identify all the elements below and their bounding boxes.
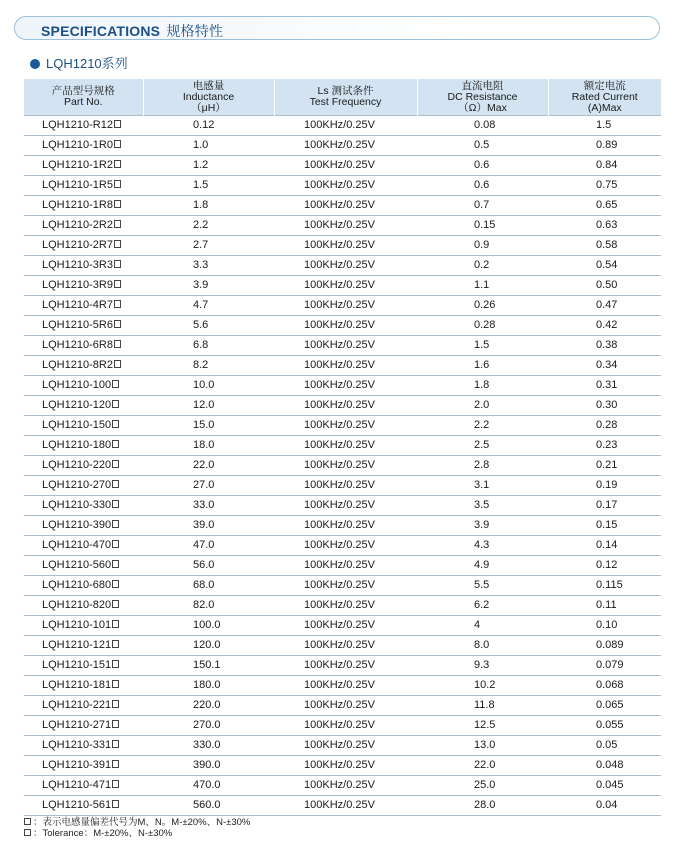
tolerance-box-icon [112, 740, 119, 748]
tolerance-box-icon [112, 720, 119, 728]
dc-resistance-cell: 10.2 [417, 676, 548, 696]
tolerance-box-icon [112, 680, 119, 688]
dc-resistance-cell: 0.08 [417, 116, 548, 136]
test-frequency-cell: 100KHz/0.25V [274, 276, 417, 296]
table-row [24, 636, 661, 656]
dc-resistance-cell: 6.2 [417, 596, 548, 616]
tolerance-box-icon [112, 380, 119, 388]
section-title [41, 21, 223, 41]
rated-current-cell: 0.65 [548, 196, 661, 216]
inductance-cell: 47.0 [143, 536, 274, 556]
rated-current-cell: 0.54 [548, 256, 661, 276]
dc-resistance-cell: 12.5 [417, 716, 548, 736]
rated-current-cell: 0.63 [548, 216, 661, 236]
table-row [24, 236, 661, 256]
dc-resistance-cell: 2.5 [417, 436, 548, 456]
bullet-dot-icon [30, 59, 40, 69]
table-row [24, 536, 661, 556]
part-no-cell: LQH1210-471 [24, 776, 143, 796]
part-no-cell: LQH1210-820 [24, 596, 143, 616]
table-row [24, 656, 661, 676]
part-no-cell: LQH1210-R12 [24, 116, 143, 136]
inductance-cell: 5.6 [143, 316, 274, 336]
inductance-cell: 390.0 [143, 756, 274, 776]
tolerance-box-icon [114, 140, 121, 148]
inductance-cell: 22.0 [143, 456, 274, 476]
rated-current-cell: 0.065 [548, 696, 661, 716]
dc-resistance-cell: 13.0 [417, 736, 548, 756]
rated-current-cell: 0.05 [548, 736, 661, 756]
dc-resistance-cell: 25.0 [417, 776, 548, 796]
table-row [24, 336, 661, 356]
note-en: ：Tolerance：M-±20%、N-±30% [24, 828, 250, 839]
tolerance-box-icon [112, 420, 119, 428]
table-row [24, 736, 661, 756]
table-row [24, 456, 661, 476]
table-row [24, 156, 661, 176]
part-no-cell: LQH1210-180 [24, 436, 143, 456]
inductance-cell: 120.0 [143, 636, 274, 656]
tolerance-box-icon [112, 460, 119, 468]
inductance-cell: 82.0 [143, 596, 274, 616]
inductance-cell: 68.0 [143, 576, 274, 596]
table-row [24, 616, 661, 636]
table-row [24, 596, 661, 616]
section-title-cn: 规格特性 [166, 23, 224, 39]
test-frequency-cell: 100KHz/0.25V [274, 456, 417, 476]
part-no-cell: LQH1210-2R2 [24, 216, 143, 236]
rated-current-cell: 0.055 [548, 716, 661, 736]
tolerance-box-icon [112, 580, 119, 588]
rated-current-cell: 0.89 [548, 136, 661, 156]
test-frequency-cell: 100KHz/0.25V [274, 616, 417, 636]
inductance-cell: 8.2 [143, 356, 274, 376]
rated-current-cell: 0.04 [548, 796, 661, 816]
inductance-cell: 12.0 [143, 396, 274, 416]
rated-current-cell: 0.079 [548, 656, 661, 676]
part-no-cell: LQH1210-680 [24, 576, 143, 596]
rated-current-cell: 0.048 [548, 756, 661, 776]
inductance-cell: 10.0 [143, 376, 274, 396]
part-no-cell: LQH1210-561 [24, 796, 143, 816]
rated-current-cell: 0.115 [548, 576, 661, 596]
rated-current-cell: 0.23 [548, 436, 661, 456]
rated-current-cell: 0.15 [548, 516, 661, 536]
dc-resistance-cell: 1.6 [417, 356, 548, 376]
part-no-cell: LQH1210-270 [24, 476, 143, 496]
part-no-cell: LQH1210-100 [24, 376, 143, 396]
part-no-cell: LQH1210-391 [24, 756, 143, 776]
dc-resistance-cell: 0.6 [417, 176, 548, 196]
rated-current-cell: 0.19 [548, 476, 661, 496]
inductance-cell: 1.5 [143, 176, 274, 196]
part-no-cell: LQH1210-3R3 [24, 256, 143, 276]
spec-table [24, 79, 661, 816]
rated-current-cell: 0.31 [548, 376, 661, 396]
dc-resistance-cell: 0.26 [417, 296, 548, 316]
table-row [24, 756, 661, 776]
tolerance-box-icon [112, 520, 119, 528]
inductance-cell: 1.2 [143, 156, 274, 176]
part-no-cell: LQH1210-331 [24, 736, 143, 756]
rated-current-cell: 0.47 [548, 296, 661, 316]
dc-resistance-cell: 9.3 [417, 656, 548, 676]
table-row [24, 216, 661, 236]
inductance-cell: 18.0 [143, 436, 274, 456]
table-row [24, 196, 661, 216]
table-row [24, 496, 661, 516]
table-row [24, 296, 661, 316]
spec-table-body [24, 116, 661, 816]
inductance-cell: 39.0 [143, 516, 274, 536]
table-row [24, 696, 661, 716]
dc-resistance-cell: 1.5 [417, 336, 548, 356]
tolerance-box-icon [112, 540, 119, 548]
tolerance-box-icon [114, 120, 121, 128]
dc-resistance-cell: 22.0 [417, 756, 548, 776]
tolerance-box-icon [114, 280, 121, 288]
tolerance-notes [24, 817, 250, 839]
table-row [24, 176, 661, 196]
section-title-en: SPECIFICATIONS [41, 23, 161, 39]
part-no-cell: LQH1210-1R8 [24, 196, 143, 216]
dc-resistance-cell: 11.8 [417, 696, 548, 716]
test-frequency-cell: 100KHz/0.25V [274, 756, 417, 776]
inductance-cell: 270.0 [143, 716, 274, 736]
part-no-cell: LQH1210-220 [24, 456, 143, 476]
inductance-cell: 2.7 [143, 236, 274, 256]
part-no-cell: LQH1210-330 [24, 496, 143, 516]
tolerance-box-icon [112, 640, 119, 648]
tolerance-box-icon [114, 300, 121, 308]
part-no-cell: LQH1210-2R7 [24, 236, 143, 256]
inductance-cell: 1.0 [143, 136, 274, 156]
rated-current-cell: 0.17 [548, 496, 661, 516]
tolerance-box-icon [112, 440, 119, 448]
inductance-cell: 100.0 [143, 616, 274, 636]
inductance-cell: 560.0 [143, 796, 274, 816]
dc-resistance-cell: 0.28 [417, 316, 548, 336]
header-part-no: 产品型号规格 Part No. [24, 79, 143, 116]
series-heading [30, 53, 128, 71]
tolerance-box-icon [112, 560, 119, 568]
dc-resistance-cell: 2.8 [417, 456, 548, 476]
dc-resistance-cell: 1.8 [417, 376, 548, 396]
inductance-cell: 3.3 [143, 256, 274, 276]
dc-resistance-cell: 0.5 [417, 136, 548, 156]
tolerance-box-icon [114, 260, 121, 268]
inductance-cell: 33.0 [143, 496, 274, 516]
part-no-cell: LQH1210-3R9 [24, 276, 143, 296]
dc-resistance-cell: 0.15 [417, 216, 548, 236]
table-row [24, 356, 661, 376]
table-row [24, 136, 661, 156]
test-frequency-cell: 100KHz/0.25V [274, 736, 417, 756]
table-row [24, 576, 661, 596]
table-row [24, 436, 661, 456]
inductance-cell: 27.0 [143, 476, 274, 496]
rated-current-cell: 0.75 [548, 176, 661, 196]
tolerance-box-icon [112, 700, 119, 708]
test-frequency-cell: 100KHz/0.25V [274, 176, 417, 196]
tolerance-box-icon [112, 400, 119, 408]
part-no-cell: LQH1210-271 [24, 716, 143, 736]
dc-resistance-cell: 3.1 [417, 476, 548, 496]
inductance-cell: 56.0 [143, 556, 274, 576]
rated-current-cell: 0.34 [548, 356, 661, 376]
table-row [24, 556, 661, 576]
inductance-cell: 470.0 [143, 776, 274, 796]
tolerance-box-icon [114, 360, 121, 368]
tolerance-box-icon [112, 480, 119, 488]
rated-current-cell: 0.11 [548, 596, 661, 616]
dc-resistance-cell: 5.5 [417, 576, 548, 596]
table-row [24, 476, 661, 496]
dc-resistance-cell: 1.1 [417, 276, 548, 296]
part-no-cell: LQH1210-151 [24, 656, 143, 676]
part-no-cell: LQH1210-120 [24, 396, 143, 416]
tolerance-box-icon [114, 200, 121, 208]
inductance-cell: 4.7 [143, 296, 274, 316]
table-row [24, 116, 661, 136]
rated-current-cell: 0.42 [548, 316, 661, 336]
table-row [24, 796, 661, 816]
table-row [24, 316, 661, 336]
test-frequency-cell: 100KHz/0.25V [274, 496, 417, 516]
tolerance-box-icon [112, 660, 119, 668]
inductance-cell: 330.0 [143, 736, 274, 756]
test-frequency-cell: 100KHz/0.25V [274, 556, 417, 576]
test-frequency-cell: 100KHz/0.25V [274, 256, 417, 276]
rated-current-cell: 1.5 [548, 116, 661, 136]
dc-resistance-cell: 2.2 [417, 416, 548, 436]
dc-resistance-cell: 3.9 [417, 516, 548, 536]
test-frequency-cell: 100KHz/0.25V [274, 216, 417, 236]
test-frequency-cell: 100KHz/0.25V [274, 516, 417, 536]
tolerance-box-icon [114, 220, 121, 228]
test-frequency-cell: 100KHz/0.25V [274, 776, 417, 796]
header-dc-resistance: 直流电阻 DC Resistance （Ω）Max [417, 79, 548, 116]
test-frequency-cell: 100KHz/0.25V [274, 476, 417, 496]
header-rated-current: 额定电流 Rated Current (A)Max [548, 79, 661, 116]
inductance-cell: 180.0 [143, 676, 274, 696]
rated-current-cell: 0.58 [548, 236, 661, 256]
rated-current-cell: 0.045 [548, 776, 661, 796]
test-frequency-cell: 100KHz/0.25V [274, 536, 417, 556]
table-row [24, 716, 661, 736]
rated-current-cell: 0.28 [548, 416, 661, 436]
table-row [24, 276, 661, 296]
part-no-cell: LQH1210-150 [24, 416, 143, 436]
rated-current-cell: 0.14 [548, 536, 661, 556]
part-no-cell: LQH1210-1R0 [24, 136, 143, 156]
test-frequency-cell: 100KHz/0.25V [274, 596, 417, 616]
part-no-cell: LQH1210-560 [24, 556, 143, 576]
test-frequency-cell: 100KHz/0.25V [274, 316, 417, 336]
rated-current-cell: 0.38 [548, 336, 661, 356]
part-no-cell: LQH1210-181 [24, 676, 143, 696]
rated-current-cell: 0.30 [548, 396, 661, 416]
rated-current-cell: 0.10 [548, 616, 661, 636]
part-no-cell: LQH1210-221 [24, 696, 143, 716]
tolerance-box-icon [112, 600, 119, 608]
inductance-cell: 0.12 [143, 116, 274, 136]
rated-current-cell: 0.12 [548, 556, 661, 576]
tolerance-box-icon [112, 620, 119, 628]
tolerance-box-icon [114, 340, 121, 348]
note-cn: ：表示电感量偏差代号为M、N。M-±20%、N-±30% [24, 817, 250, 828]
part-no-cell: LQH1210-8R2 [24, 356, 143, 376]
test-frequency-cell: 100KHz/0.25V [274, 116, 417, 136]
table-row [24, 396, 661, 416]
header-row [24, 79, 661, 116]
test-frequency-cell: 100KHz/0.25V [274, 296, 417, 316]
part-no-cell: LQH1210-101 [24, 616, 143, 636]
test-frequency-cell: 100KHz/0.25V [274, 716, 417, 736]
rated-current-cell: 0.21 [548, 456, 661, 476]
dc-resistance-cell: 4.3 [417, 536, 548, 556]
tolerance-box-icon [112, 800, 119, 808]
dc-resistance-cell: 0.6 [417, 156, 548, 176]
inductance-cell: 15.0 [143, 416, 274, 436]
test-frequency-cell: 100KHz/0.25V [274, 796, 417, 816]
specifications-title-bar [14, 16, 660, 40]
test-frequency-cell: 100KHz/0.25V [274, 236, 417, 256]
dc-resistance-cell: 4.9 [417, 556, 548, 576]
part-no-cell: LQH1210-1R2 [24, 156, 143, 176]
tolerance-box-icon [112, 760, 119, 768]
table-row [24, 416, 661, 436]
part-no-cell: LQH1210-390 [24, 516, 143, 536]
dc-resistance-cell: 28.0 [417, 796, 548, 816]
inductance-cell: 150.1 [143, 656, 274, 676]
tolerance-box-icon [24, 829, 31, 836]
dc-resistance-cell: 3.5 [417, 496, 548, 516]
table-row [24, 256, 661, 276]
test-frequency-cell: 100KHz/0.25V [274, 396, 417, 416]
part-no-cell: LQH1210-121 [24, 636, 143, 656]
tolerance-box-icon [114, 160, 121, 168]
header-test-frequency: Ls 测试条件 Test Frequency [274, 79, 417, 116]
tolerance-box-icon [112, 500, 119, 508]
inductance-cell: 2.2 [143, 216, 274, 236]
test-frequency-cell: 100KHz/0.25V [274, 416, 417, 436]
dc-resistance-cell: 0.2 [417, 256, 548, 276]
header-inductance: 电感量 Inductance （μH） [143, 79, 274, 116]
test-frequency-cell: 100KHz/0.25V [274, 156, 417, 176]
test-frequency-cell: 100KHz/0.25V [274, 576, 417, 596]
table-row [24, 776, 661, 796]
inductance-cell: 6.8 [143, 336, 274, 356]
dc-resistance-cell: 4 [417, 616, 548, 636]
dc-resistance-cell: 2.0 [417, 396, 548, 416]
series-label: LQH1210系列 [46, 56, 128, 71]
test-frequency-cell: 100KHz/0.25V [274, 696, 417, 716]
table-row [24, 676, 661, 696]
rated-current-cell: 0.84 [548, 156, 661, 176]
inductance-cell: 1.8 [143, 196, 274, 216]
test-frequency-cell: 100KHz/0.25V [274, 436, 417, 456]
tolerance-box-icon [114, 320, 121, 328]
inductance-cell: 220.0 [143, 696, 274, 716]
part-no-cell: LQH1210-470 [24, 536, 143, 556]
rated-current-cell: 0.50 [548, 276, 661, 296]
test-frequency-cell: 100KHz/0.25V [274, 656, 417, 676]
dc-resistance-cell: 8.0 [417, 636, 548, 656]
table-row [24, 376, 661, 396]
tolerance-box-icon [114, 180, 121, 188]
tolerance-box-icon [24, 818, 31, 825]
part-no-cell: LQH1210-1R5 [24, 176, 143, 196]
test-frequency-cell: 100KHz/0.25V [274, 136, 417, 156]
part-no-cell: LQH1210-4R7 [24, 296, 143, 316]
test-frequency-cell: 100KHz/0.25V [274, 676, 417, 696]
test-frequency-cell: 100KHz/0.25V [274, 196, 417, 216]
test-frequency-cell: 100KHz/0.25V [274, 356, 417, 376]
rated-current-cell: 0.068 [548, 676, 661, 696]
table-row [24, 516, 661, 536]
test-frequency-cell: 100KHz/0.25V [274, 636, 417, 656]
inductance-cell: 3.9 [143, 276, 274, 296]
part-no-cell: LQH1210-5R6 [24, 316, 143, 336]
tolerance-box-icon [112, 780, 119, 788]
test-frequency-cell: 100KHz/0.25V [274, 376, 417, 396]
test-frequency-cell: 100KHz/0.25V [274, 336, 417, 356]
tolerance-box-icon [114, 240, 121, 248]
part-no-cell: LQH1210-6R8 [24, 336, 143, 356]
dc-resistance-cell: 0.9 [417, 236, 548, 256]
rated-current-cell: 0.089 [548, 636, 661, 656]
dc-resistance-cell: 0.7 [417, 196, 548, 216]
